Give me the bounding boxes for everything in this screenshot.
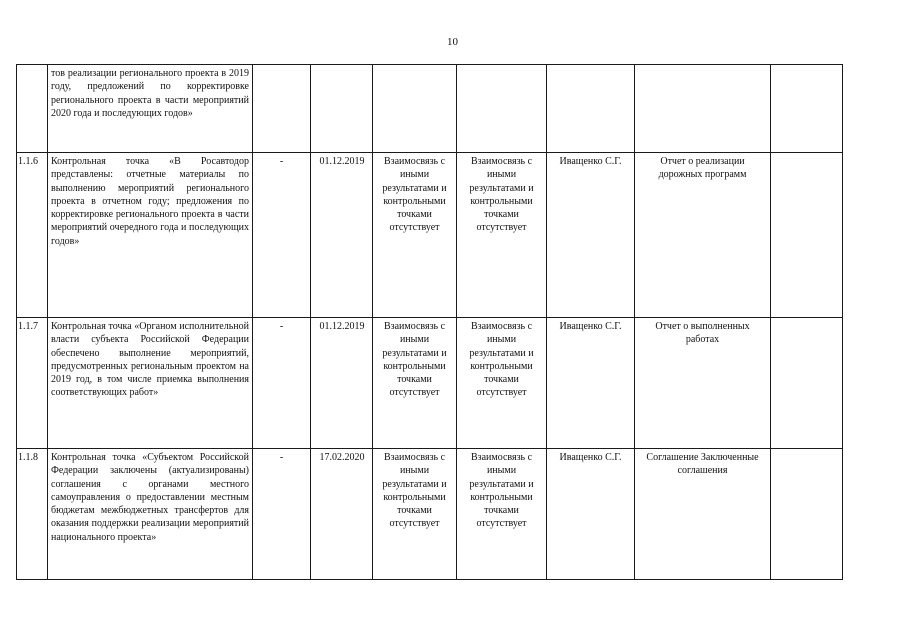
successors-cell: Взаимосвязь с иными результатами и контрольными точками отсутствует (457, 318, 547, 449)
table-row (17, 153, 843, 318)
predecessors-cell (373, 65, 457, 153)
page-number: 10 (447, 36, 458, 48)
level-cell (771, 449, 843, 580)
control-point-description: Контрольная точка «В Росавтодор представлены: отчетные материалы по выполнению мероприятий регионального проекта в отчетном году; предложения по корректировке регионального проекта в части мероприятий очередного года и последующих годов» (48, 153, 253, 318)
control-points-table (16, 64, 843, 580)
result-document-cell: Отчет о реализации дорожных программ (635, 153, 771, 318)
responsible-cell: Иващенко С.Г. (547, 153, 635, 318)
result-document-cell: Отчет о выполненных работах (635, 318, 771, 449)
control-point-description: тов реализации регионального проекта в 2019 году, предложений по корректировке регионального проекта в части мероприятий 2020 года и последующих годов» (48, 65, 253, 153)
row-number (17, 65, 48, 153)
level-cell (771, 318, 843, 449)
responsible-cell (547, 65, 635, 153)
base-date-cell (253, 65, 311, 153)
responsible-cell: Иващенко С.Г. (547, 318, 635, 449)
end-date-cell: 01.12.2019 (311, 153, 373, 318)
row-number: 1.1.8 (17, 449, 48, 580)
level-cell (771, 153, 843, 318)
table-row (17, 318, 843, 449)
base-date-cell: - (253, 449, 311, 580)
result-document-cell (635, 65, 771, 153)
table-row (17, 65, 843, 153)
base-date-cell: - (253, 153, 311, 318)
successors-cell: Взаимосвязь с иными результатами и контрольными точками отсутствует (457, 153, 547, 318)
predecessors-cell: Взаимосвязь с иными результатами и контрольными точками отсутствует (373, 318, 457, 449)
table-row (17, 449, 843, 580)
successors-cell: Взаимосвязь с иными результатами и контрольными точками отсутствует (457, 449, 547, 580)
result-document-cell: Соглашение Заключенные соглашения (635, 449, 771, 580)
responsible-cell: Иващенко С.Г. (547, 449, 635, 580)
end-date-cell: 17.02.2020 (311, 449, 373, 580)
row-number: 1.1.6 (17, 153, 48, 318)
control-point-description: Контрольная точка «Субъектом Российской Федерации заключены (актуализированы) соглашения с органами местного самоуправления о предоставлении местным бюджетам межбюджетных трансфертов для оказания поддержки реализации мероприятий национального проекта» (48, 449, 253, 580)
predecessors-cell: Взаимосвязь с иными результатами и контрольными точками отсутствует (373, 153, 457, 318)
base-date-cell: - (253, 318, 311, 449)
control-point-description: Контрольная точка «Органом исполнительной власти субъекта Российской Федерации обеспечено выполнение мероприятий, предусмотренных региональным проектом на 2019 год, в том числе приемка выполнения соответствующих работ» (48, 318, 253, 449)
end-date-cell: 01.12.2019 (311, 318, 373, 449)
level-cell (771, 65, 843, 153)
end-date-cell (311, 65, 373, 153)
predecessors-cell: Взаимосвязь с иными результатами и контрольными точками отсутствует (373, 449, 457, 580)
row-number: 1.1.7 (17, 318, 48, 449)
successors-cell (457, 65, 547, 153)
